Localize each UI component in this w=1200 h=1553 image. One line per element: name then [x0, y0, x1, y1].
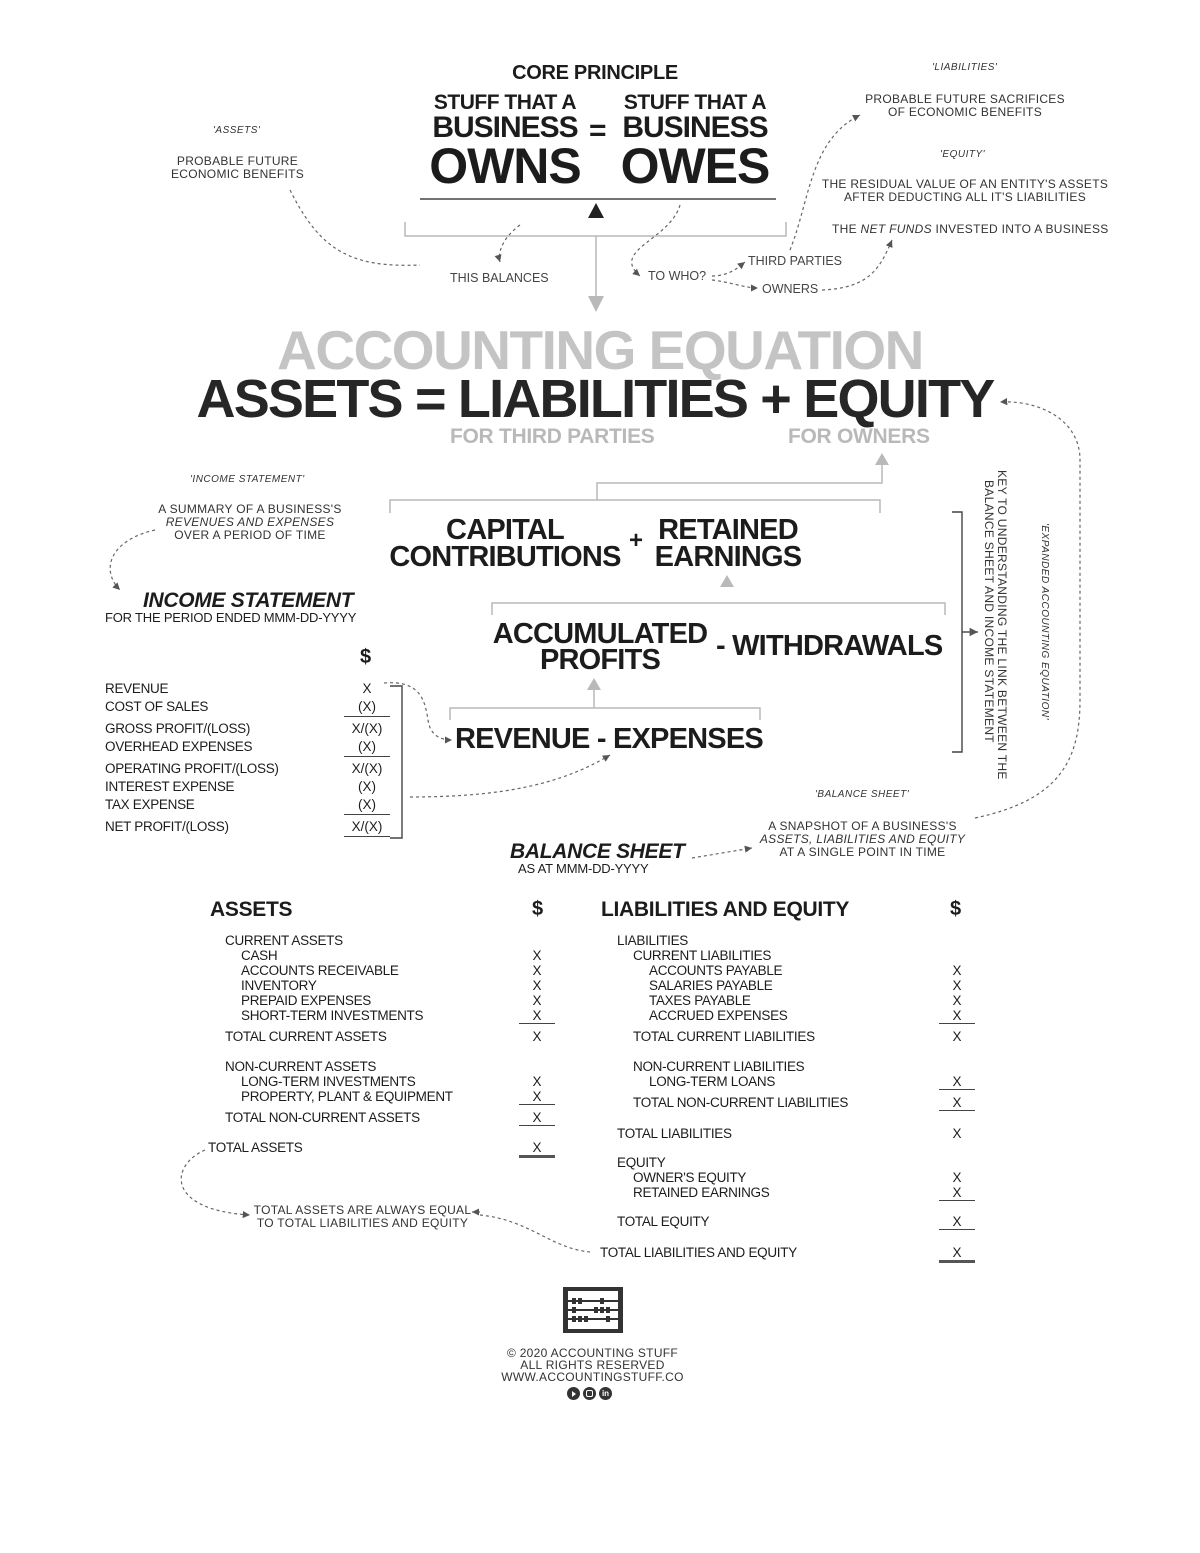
profits-line: PROFITS: [539, 644, 661, 676]
table-row: [105, 796, 390, 815]
table-row: [225, 1008, 555, 1024]
total-liabilities-row: [617, 1126, 975, 1141]
assets-def-line: PROBABLE FUTURE: [176, 154, 299, 168]
table-row: [617, 993, 975, 1008]
accounting-equation-title: ACCOUNTING EQUATION: [277, 319, 923, 381]
net-funds-pre: THE: [832, 222, 861, 236]
asset-value: X: [532, 1074, 542, 1089]
asset-label: PREPAID EXPENSES: [241, 993, 371, 1008]
key-line: KEY TO UNDERSTANDING THE LINK BETWEEN THE: [995, 470, 1009, 780]
asset-label: LONG-TERM INVESTMENTS: [241, 1074, 416, 1089]
table-row: [617, 1185, 975, 1201]
total-current-assets-label: TOTAL CURRENT ASSETS: [225, 1029, 387, 1044]
footer-rights: ALL RIGHTS RESERVED: [520, 1358, 665, 1372]
income-statement-rows: [105, 680, 390, 837]
balance-def-heading: 'BALANCE SHEET': [815, 789, 910, 800]
equity-heading: EQUITY: [617, 1155, 666, 1170]
total-liabilities-value: X: [952, 1126, 962, 1141]
accounting-equation: ASSETS = LIABILITIES + EQUITY: [196, 369, 994, 429]
asset-value: X: [532, 978, 542, 993]
liabilities-def-line: PROBABLE FUTURE SACRIFICES: [865, 92, 1065, 106]
owns-block: [410, 91, 600, 194]
income-def-line: OVER A PERIOD OF TIME: [174, 528, 326, 542]
table-row: [105, 698, 390, 717]
asset-label: INVENTORY: [241, 978, 317, 993]
core-principle-title: CORE PRINCIPLE: [512, 62, 678, 84]
income-value: X: [362, 681, 372, 696]
income-value: (X): [358, 779, 376, 794]
liability-value: X: [952, 978, 962, 993]
liability-value: X: [939, 1074, 975, 1090]
total-assets-value: X: [519, 1140, 555, 1158]
asset-value: X: [532, 963, 542, 978]
liability-value: X: [939, 1008, 975, 1024]
total-liab-equity-value: X: [939, 1245, 975, 1263]
total-noncurrent-assets-value: X: [519, 1110, 555, 1126]
table-row: [225, 1074, 555, 1089]
income-label: OVERHEAD EXPENSES: [105, 739, 253, 754]
noncurrent-assets-heading: NON-CURRENT ASSETS: [225, 1059, 377, 1074]
always-equal-line: TO TOTAL LIABILITIES AND EQUITY: [256, 1216, 469, 1230]
youtube-icon[interactable]: [567, 1387, 580, 1400]
income-label: GROSS PROFIT/(LOSS): [105, 721, 251, 736]
liability-label: LONG-TERM LOANS: [649, 1074, 776, 1089]
liabilities-def-heading: 'LIABILITIES': [932, 62, 998, 73]
total-assets-row: [208, 1140, 555, 1158]
liability-value: X: [952, 993, 962, 1008]
income-currency: $: [360, 646, 372, 668]
total-assets-label: TOTAL ASSETS: [208, 1140, 303, 1155]
total-liab-equity-label: TOTAL LIABILITIES AND EQUITY: [600, 1245, 797, 1260]
asset-value: X: [519, 1089, 555, 1105]
income-value: X/(X): [351, 761, 383, 776]
equity-def-line: AFTER DEDUCTING ALL IT'S LIABILITIES: [843, 190, 1087, 204]
owners-label: OWNERS: [762, 282, 819, 296]
noncurrent-assets-section: [225, 1059, 555, 1126]
liability-label: ACCOUNTS PAYABLE: [649, 963, 783, 978]
capital-contributions: [385, 514, 625, 573]
total-equity-value: X: [939, 1214, 975, 1230]
income-label: REVENUE: [105, 681, 169, 696]
total-noncurrent-liabilities-label: TOTAL NON-CURRENT LIABILITIES: [633, 1095, 849, 1110]
table-row: [105, 680, 390, 698]
liab-equity-heading: LIABILITIES AND EQUITY: [601, 898, 850, 921]
asset-value: X: [532, 993, 542, 1008]
footer-website[interactable]: WWW.ACCOUNTINGSTUFF.CO: [501, 1370, 684, 1384]
table-row: [225, 948, 555, 963]
third-parties-label: THIRD PARTIES: [748, 254, 842, 268]
key-to-understanding: [982, 470, 1008, 790]
equity-label: OWNER'S EQUITY: [633, 1170, 747, 1185]
total-liabilities-label: TOTAL LIABILITIES: [617, 1126, 732, 1141]
asset-value: X: [519, 1008, 555, 1024]
table-row: [225, 963, 555, 978]
minus-withdrawals: - WITHDRAWALS: [716, 630, 943, 662]
table-row: [617, 1029, 975, 1044]
linkedin-icon[interactable]: in: [599, 1387, 612, 1400]
net-funds-post: INVESTED INTO A BUSINESS: [931, 222, 1109, 236]
liability-label: SALARIES PAYABLE: [649, 978, 773, 993]
income-statement-title: INCOME STATEMENT: [143, 589, 354, 612]
table-row: [105, 760, 390, 778]
equity-def-text: [820, 178, 1110, 204]
always-equal-line: TOTAL ASSETS ARE ALWAYS EQUAL: [253, 1203, 472, 1217]
footer-text: [470, 1347, 715, 1383]
balance-def-text: [755, 820, 970, 859]
current-liabilities-section: [617, 933, 975, 1044]
social-icons: [567, 1387, 612, 1400]
equity-value: X: [939, 1185, 975, 1201]
table-row: [617, 1170, 975, 1185]
equity-section: [617, 1155, 975, 1230]
current-assets-heading: CURRENT ASSETS: [225, 933, 343, 948]
income-value: (X): [344, 698, 390, 717]
asset-value: X: [532, 948, 542, 963]
income-value: (X): [344, 738, 390, 757]
equity-label: RETAINED EARNINGS: [633, 1185, 770, 1200]
assets-def-line: ECONOMIC BENEFITS: [170, 167, 305, 181]
instagram-icon[interactable]: [583, 1387, 596, 1400]
table-row: [225, 1110, 555, 1126]
table-row: [225, 1089, 555, 1105]
owns-line1: STUFF THAT A: [433, 91, 577, 114]
asset-label: PROPERTY, PLANT & EQUIPMENT: [241, 1089, 453, 1104]
liabilities-def-text: [860, 93, 1070, 119]
footer-copyright: © 2020 ACCOUNTING STUFF: [506, 1346, 679, 1360]
to-who-label: TO WHO?: [648, 269, 707, 283]
retained-earnings: [648, 514, 808, 573]
core-equals: =: [589, 114, 607, 147]
asset-label: ACCOUNTS RECEIVABLE: [241, 963, 399, 978]
total-current-liabilities-value: X: [952, 1029, 962, 1044]
net-funds-em: NET FUNDS: [860, 222, 932, 236]
income-label: COST OF SALES: [105, 699, 209, 714]
income-def-line: A SUMMARY OF A BUSINESS'S: [158, 502, 342, 516]
balance-def-line: ASSETS, LIABILITIES AND EQUITY: [759, 832, 966, 846]
abacus-icon: [560, 1285, 626, 1335]
owns-line3: OWNS: [429, 138, 581, 194]
total-liab-equity-row: [600, 1245, 975, 1263]
table-row: [105, 818, 390, 837]
income-label: INTEREST EXPENSE: [105, 779, 235, 794]
assets-currency: $: [532, 898, 543, 920]
expanded-plus: +: [629, 527, 644, 554]
balance-sheet-subtitle: AS AT MMM-DD-YYYY: [518, 861, 649, 876]
table-row: [617, 1214, 975, 1230]
table-row: [225, 978, 555, 993]
owns-line2: BUSINESS: [432, 111, 578, 144]
income-value: X/(X): [351, 721, 383, 736]
this-balances-label: THIS BALANCES: [450, 271, 549, 285]
current-assets-section: [225, 933, 555, 1044]
income-def-heading: 'INCOME STATEMENT': [190, 474, 305, 485]
liability-value: X: [952, 963, 962, 978]
total-noncurrent-assets-label: TOTAL NON-CURRENT ASSETS: [225, 1110, 420, 1125]
income-label: OPERATING PROFIT/(LOSS): [105, 761, 279, 776]
table-row: [617, 1095, 975, 1111]
table-row: [617, 963, 975, 978]
liabilities-heading: LIABILITIES: [617, 933, 688, 948]
table-row: [225, 993, 555, 1008]
equity-def-line: THE RESIDUAL VALUE OF AN ENTITY'S ASSETS: [821, 177, 1109, 191]
equity-def-net-funds: [832, 223, 1109, 236]
noncurrent-liabilities-heading: NON-CURRENT LIABILITIES: [633, 1059, 805, 1074]
income-def-line: REVENUES AND EXPENSES: [165, 515, 335, 529]
table-row: [617, 1074, 975, 1090]
assets-def-text: [165, 155, 310, 181]
assets-heading: ASSETS: [210, 898, 293, 921]
always-equal-note: [250, 1204, 475, 1230]
retained-line: RETAINED: [658, 514, 798, 546]
balance-def-line: A SNAPSHOT OF A BUSINESS'S: [768, 819, 957, 833]
balance-def-line: AT A SINGLE POINT IN TIME: [779, 845, 946, 859]
table-row: [105, 720, 390, 738]
earnings-line: EARNINGS: [654, 541, 802, 573]
revenue-minus-expenses: REVENUE - EXPENSES: [455, 723, 763, 755]
liability-label: ACCRUED EXPENSES: [649, 1008, 788, 1023]
equity-def-heading: 'EQUITY': [940, 149, 986, 160]
balance-sheet-title: BALANCE SHEET: [510, 840, 685, 863]
for-owners-label: FOR OWNERS: [788, 425, 930, 448]
owes-line1: STUFF THAT A: [623, 91, 767, 114]
asset-label: SHORT-TERM INVESTMENTS: [241, 1008, 424, 1023]
asset-label: CASH: [241, 948, 278, 963]
table-row: [617, 978, 975, 993]
table-row: [617, 1008, 975, 1024]
equity-value: X: [952, 1170, 962, 1185]
liability-label: TAXES PAYABLE: [649, 993, 751, 1008]
accumulated-line: ACCUMULATED: [492, 618, 708, 650]
liabilities-def-line: OF ECONOMIC BENEFITS: [887, 105, 1042, 119]
total-equity-label: TOTAL EQUITY: [617, 1214, 710, 1229]
capital-line: CAPITAL: [446, 514, 564, 546]
owes-block: [600, 91, 790, 194]
expanded-equation-label: 'EXPANDED ACCOUNTING EQUATION': [1039, 523, 1050, 720]
income-def-text: [150, 503, 350, 542]
accumulated-profits: [490, 618, 710, 676]
owes-line3: OWES: [620, 138, 770, 194]
key-line: BALANCE SHEET AND INCOME STATEMENT: [982, 480, 996, 743]
table-row: [105, 738, 390, 757]
contributions-line: CONTRIBUTIONS: [389, 541, 621, 573]
table-row: [225, 1029, 555, 1044]
income-value: (X): [344, 796, 390, 815]
liab-equity-currency: $: [950, 898, 961, 920]
income-statement-subtitle: FOR THE PERIOD ENDED MMM-DD-YYYY: [105, 610, 357, 625]
total-current-assets-value: X: [532, 1029, 542, 1044]
table-row: [105, 778, 390, 796]
total-current-liabilities-label: TOTAL CURRENT LIABILITIES: [633, 1029, 815, 1044]
for-third-parties-label: FOR THIRD PARTIES: [450, 425, 655, 448]
income-label: TAX EXPENSE: [105, 797, 195, 812]
assets-def-heading: 'ASSETS': [213, 125, 261, 136]
noncurrent-liabilities-section: [617, 1059, 975, 1111]
income-label: NET PROFIT/(LOSS): [105, 819, 229, 834]
owes-line2: BUSINESS: [622, 111, 768, 144]
total-noncurrent-liabilities-value: X: [939, 1095, 975, 1111]
current-liabilities-heading: CURRENT LIABILITIES: [633, 948, 772, 963]
income-value: X/(X): [344, 818, 390, 837]
